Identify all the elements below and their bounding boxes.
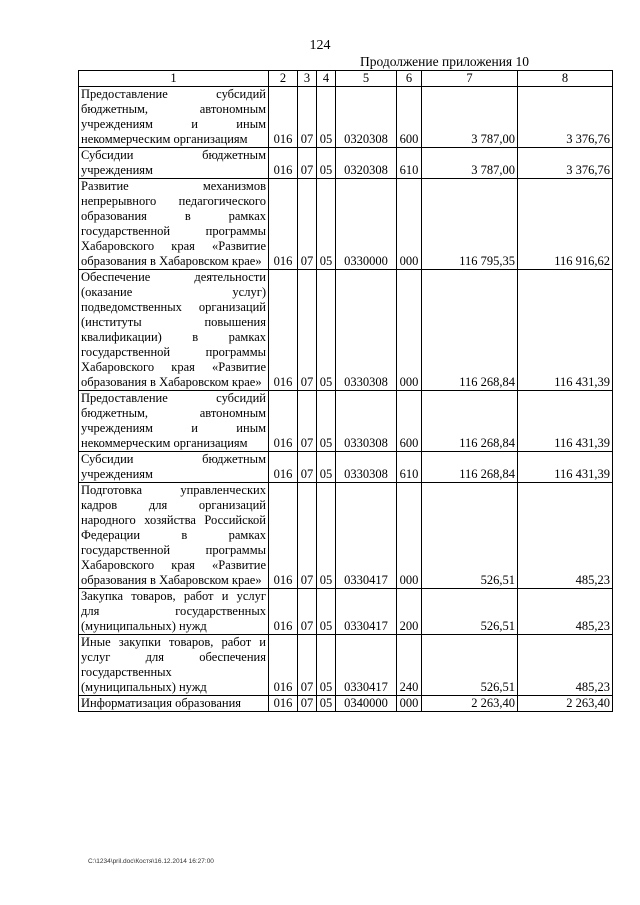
target-article-code: 0330417 — [336, 635, 397, 696]
ministry-code: 016 — [269, 696, 298, 712]
target-article-code: 0330417 — [336, 483, 397, 589]
section-code: 07 — [298, 391, 317, 452]
row-name: Обеспечение деятельности (оказание услуг) подведомственных организаций (институты повышения квалификации) в рамках государственной программы Хабаровского края «Развитие образования в Хабаровском крае» — [79, 270, 269, 391]
section-code: 07 — [298, 179, 317, 270]
table-row — [79, 589, 613, 635]
table-row — [79, 270, 613, 391]
amount-col7: 526,51 — [422, 483, 518, 589]
table-row — [79, 179, 613, 270]
amount-col8: 485,23 — [518, 635, 613, 696]
target-article-code: 0330000 — [336, 179, 397, 270]
section-code: 07 — [298, 452, 317, 483]
page-number: 124 — [309, 38, 331, 53]
amount-col8: 3 376,76 — [518, 87, 613, 148]
column-header: 2 — [269, 71, 298, 87]
amount-col8: 116 916,62 — [518, 179, 613, 270]
subsection-code: 05 — [317, 391, 336, 452]
subsection-code: 05 — [317, 179, 336, 270]
section-code: 07 — [298, 483, 317, 589]
ministry-code: 016 — [269, 635, 298, 696]
target-article-code: 0320308 — [336, 87, 397, 148]
row-name: Предоставление субсидий бюджетным, автономным учреждениям и иным некоммерческим организациям — [79, 391, 269, 452]
table-row — [79, 452, 613, 483]
section-code: 07 — [298, 270, 317, 391]
ministry-code: 016 — [269, 179, 298, 270]
expense-type-code: 000 — [397, 179, 422, 270]
row-name: Субсидии бюджетным учреждениям — [79, 148, 269, 179]
subsection-code: 05 — [317, 270, 336, 391]
subsection-code: 05 — [317, 452, 336, 483]
ministry-code: 016 — [269, 270, 298, 391]
subsection-code: 05 — [317, 589, 336, 635]
column-header: 8 — [518, 71, 613, 87]
column-header: 3 — [298, 71, 317, 87]
row-name: Закупка товаров, работ и услуг для государственных (муниципальных) нужд — [79, 589, 269, 635]
subsection-code: 05 — [317, 483, 336, 589]
subsection-code: 05 — [317, 635, 336, 696]
target-article-code: 0330308 — [336, 270, 397, 391]
amount-col7: 116 268,84 — [422, 452, 518, 483]
ministry-code: 016 — [269, 452, 298, 483]
amount-col7: 116 795,35 — [422, 179, 518, 270]
table-header-row — [79, 71, 613, 87]
section-code: 07 — [298, 589, 317, 635]
column-header: 5 — [336, 71, 397, 87]
table-row — [79, 148, 613, 179]
row-name: Предоставление субсидий бюджетным, автономным учреждениям и иным некоммерческим организациям — [79, 87, 269, 148]
row-name: Развитие механизмов непрерывного педагогического образования в рамках государственной программы Хабаровского края «Развитие образования в Хабаровском крае» — [79, 179, 269, 270]
row-name: Субсидии бюджетным учреждениям — [79, 452, 269, 483]
table-row — [79, 696, 613, 712]
amount-col8: 116 431,39 — [518, 391, 613, 452]
table-row — [79, 635, 613, 696]
target-article-code: 0340000 — [336, 696, 397, 712]
target-article-code: 0320308 — [336, 148, 397, 179]
section-code: 07 — [298, 635, 317, 696]
section-code: 07 — [298, 696, 317, 712]
ministry-code: 016 — [269, 391, 298, 452]
ministry-code: 016 — [269, 148, 298, 179]
amount-col8: 116 431,39 — [518, 452, 613, 483]
amount-col7: 3 787,00 — [422, 148, 518, 179]
ministry-code: 016 — [269, 87, 298, 148]
target-article-code: 0330417 — [336, 589, 397, 635]
column-header: 7 — [422, 71, 518, 87]
table-row — [79, 391, 613, 452]
target-article-code: 0330308 — [336, 391, 397, 452]
expense-type-code: 000 — [397, 696, 422, 712]
ministry-code: 016 — [269, 483, 298, 589]
table-row — [79, 483, 613, 589]
expense-type-code: 000 — [397, 483, 422, 589]
subsection-code: 05 — [317, 87, 336, 148]
row-name: Информатизация образования — [79, 696, 269, 712]
ministry-code: 016 — [269, 589, 298, 635]
column-header: 1 — [79, 71, 269, 87]
target-article-code: 0330308 — [336, 452, 397, 483]
row-name: Подготовка управленческих кадров для организаций народного хозяйства Российской Федерации в рамках государственной программы Хабаровского края «Развитие образования в Хабаровском крае» — [79, 483, 269, 589]
amount-col7: 116 268,84 — [422, 270, 518, 391]
amount-col8: 3 376,76 — [518, 148, 613, 179]
subsection-code: 05 — [317, 696, 336, 712]
expense-type-code: 610 — [397, 452, 422, 483]
budget-table — [78, 70, 613, 712]
amount-col7: 526,51 — [422, 589, 518, 635]
amount-col7: 116 268,84 — [422, 391, 518, 452]
amount-col8: 116 431,39 — [518, 270, 613, 391]
expense-type-code: 600 — [397, 87, 422, 148]
column-header: 6 — [397, 71, 422, 87]
amount-col7: 526,51 — [422, 635, 518, 696]
expense-type-code: 600 — [397, 391, 422, 452]
section-code: 07 — [298, 87, 317, 148]
amount-col7: 2 263,40 — [422, 696, 518, 712]
expense-type-code: 240 — [397, 635, 422, 696]
expense-type-code: 610 — [397, 148, 422, 179]
file-path-footer: C:\1234\pril.doc\Костя\16.12.2014 16:27:00 — [88, 858, 214, 865]
expense-type-code: 000 — [397, 270, 422, 391]
amount-col8: 2 263,40 — [518, 696, 613, 712]
row-name: Иные закупки товаров, работ и услуг для обеспечения государственных (муниципальных) нужд — [79, 635, 269, 696]
appendix-caption: Продолжение приложения 10 — [360, 54, 530, 69]
amount-col8: 485,23 — [518, 483, 613, 589]
amount-col8: 485,23 — [518, 589, 613, 635]
expense-type-code: 200 — [397, 589, 422, 635]
table-row — [79, 87, 613, 148]
subsection-code: 05 — [317, 148, 336, 179]
section-code: 07 — [298, 148, 317, 179]
column-header: 4 — [317, 71, 336, 87]
amount-col7: 3 787,00 — [422, 87, 518, 148]
